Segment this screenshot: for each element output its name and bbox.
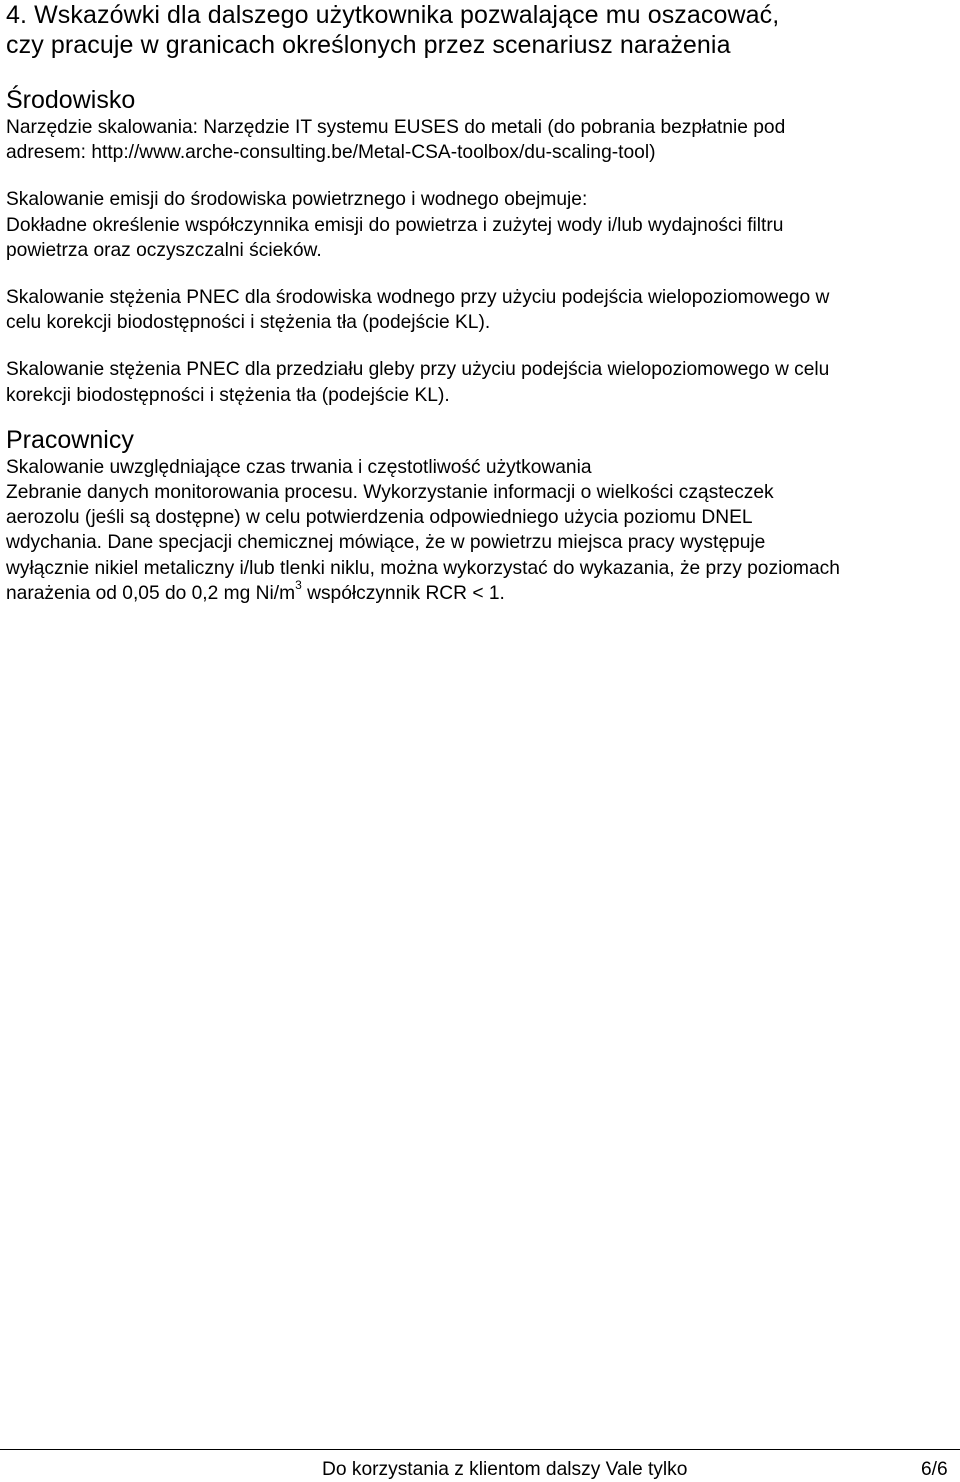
workers-line-3: aerozolu (jeśli są dostępne) w celu potwierdzenia odpowiedniego użycia poziomu DNEL [6, 507, 753, 529]
pnec-water-line-1: Skalowanie stężenia PNEC dla środowiska wodnego przy użyciu podejścia wielopoziomowego w [6, 287, 830, 309]
tool-line-1: Narzędzie skalowania: Narzędzie IT systemu EUSES do metali (do pobrania bezpłatnie pod [6, 117, 786, 138]
workers-line-5: wyłącznie nikiel metaliczny i/lub tlenki niklu, można wykorzystać do wykazania, że przy poziomach [6, 557, 840, 579]
workers-heading: Pracownicy [6, 425, 134, 454]
emission-line-1: Skalowanie emisji do środowiska powietrznego i wodnego obejmuje: [6, 189, 588, 211]
pnec-soil-paragraph [6, 357, 956, 407]
emission-line-3: powietrza oraz oczyszczalni ścieków. [6, 239, 322, 261]
tool-paragraph [6, 115, 956, 165]
title-line-2: czy pracuje w granicach określonych przez scenariusz narażenia [6, 31, 731, 59]
tool-line-2: adresem: http://www.arche-consulting.be/Metal-CSA-toolbox/du-scaling-tool) [6, 142, 656, 164]
page-number: 6/6 [921, 1459, 948, 1480]
workers-line-1: Skalowanie uwzględniające czas trwania i częstotliwość użytkowania [6, 456, 592, 478]
workers-line-2: Zebranie danych monitorowania procesu. Wykorzystanie informacji o wielkości cząsteczek [6, 482, 774, 504]
workers-line-4: wdychania. Dane specjacji chemicznej mówiące, że w powietrzu miejsca pracy występuje [6, 532, 766, 554]
title-line-1: 4. Wskazówki dla dalszego użytkownika pozwalające mu oszacować, [6, 1, 780, 29]
superscript-three: 3 [295, 578, 302, 593]
workers-line-6-start: narażenia od 0,05 do 0,2 mg Ni/m [6, 582, 296, 604]
pnec-soil-line-2: korekcji biodostępności i stężenia tła (podejście KL). [6, 384, 450, 406]
pnec-water-line-2: celu korekcji biodostępności i stężenia tła (podejście KL). [6, 312, 491, 334]
emission-scaling-paragraph [6, 187, 956, 263]
footer-note: Do korzystania z klientom dalszy Vale tylko [322, 1459, 688, 1480]
pnec-soil-line-1: Skalowanie stężenia PNEC dla przedziału gleby przy użyciu podejścia wielopoziomowego w celu [6, 359, 830, 381]
pnec-water-paragraph [6, 285, 956, 335]
document-page [6, 0, 956, 606]
workers-line-6-end: współczynnik RCR < 1. [301, 582, 505, 604]
environment-heading: Środowisko [6, 86, 136, 114]
footer-divider [0, 1449, 960, 1450]
emission-line-2: Dokładne określenie współczynnika emisji do powietrza i zużytej wody i/lub wydajności filtru [6, 214, 784, 236]
workers-line-6 [6, 578, 505, 604]
section-title [6, 0, 956, 60]
workers-paragraph [6, 455, 956, 606]
